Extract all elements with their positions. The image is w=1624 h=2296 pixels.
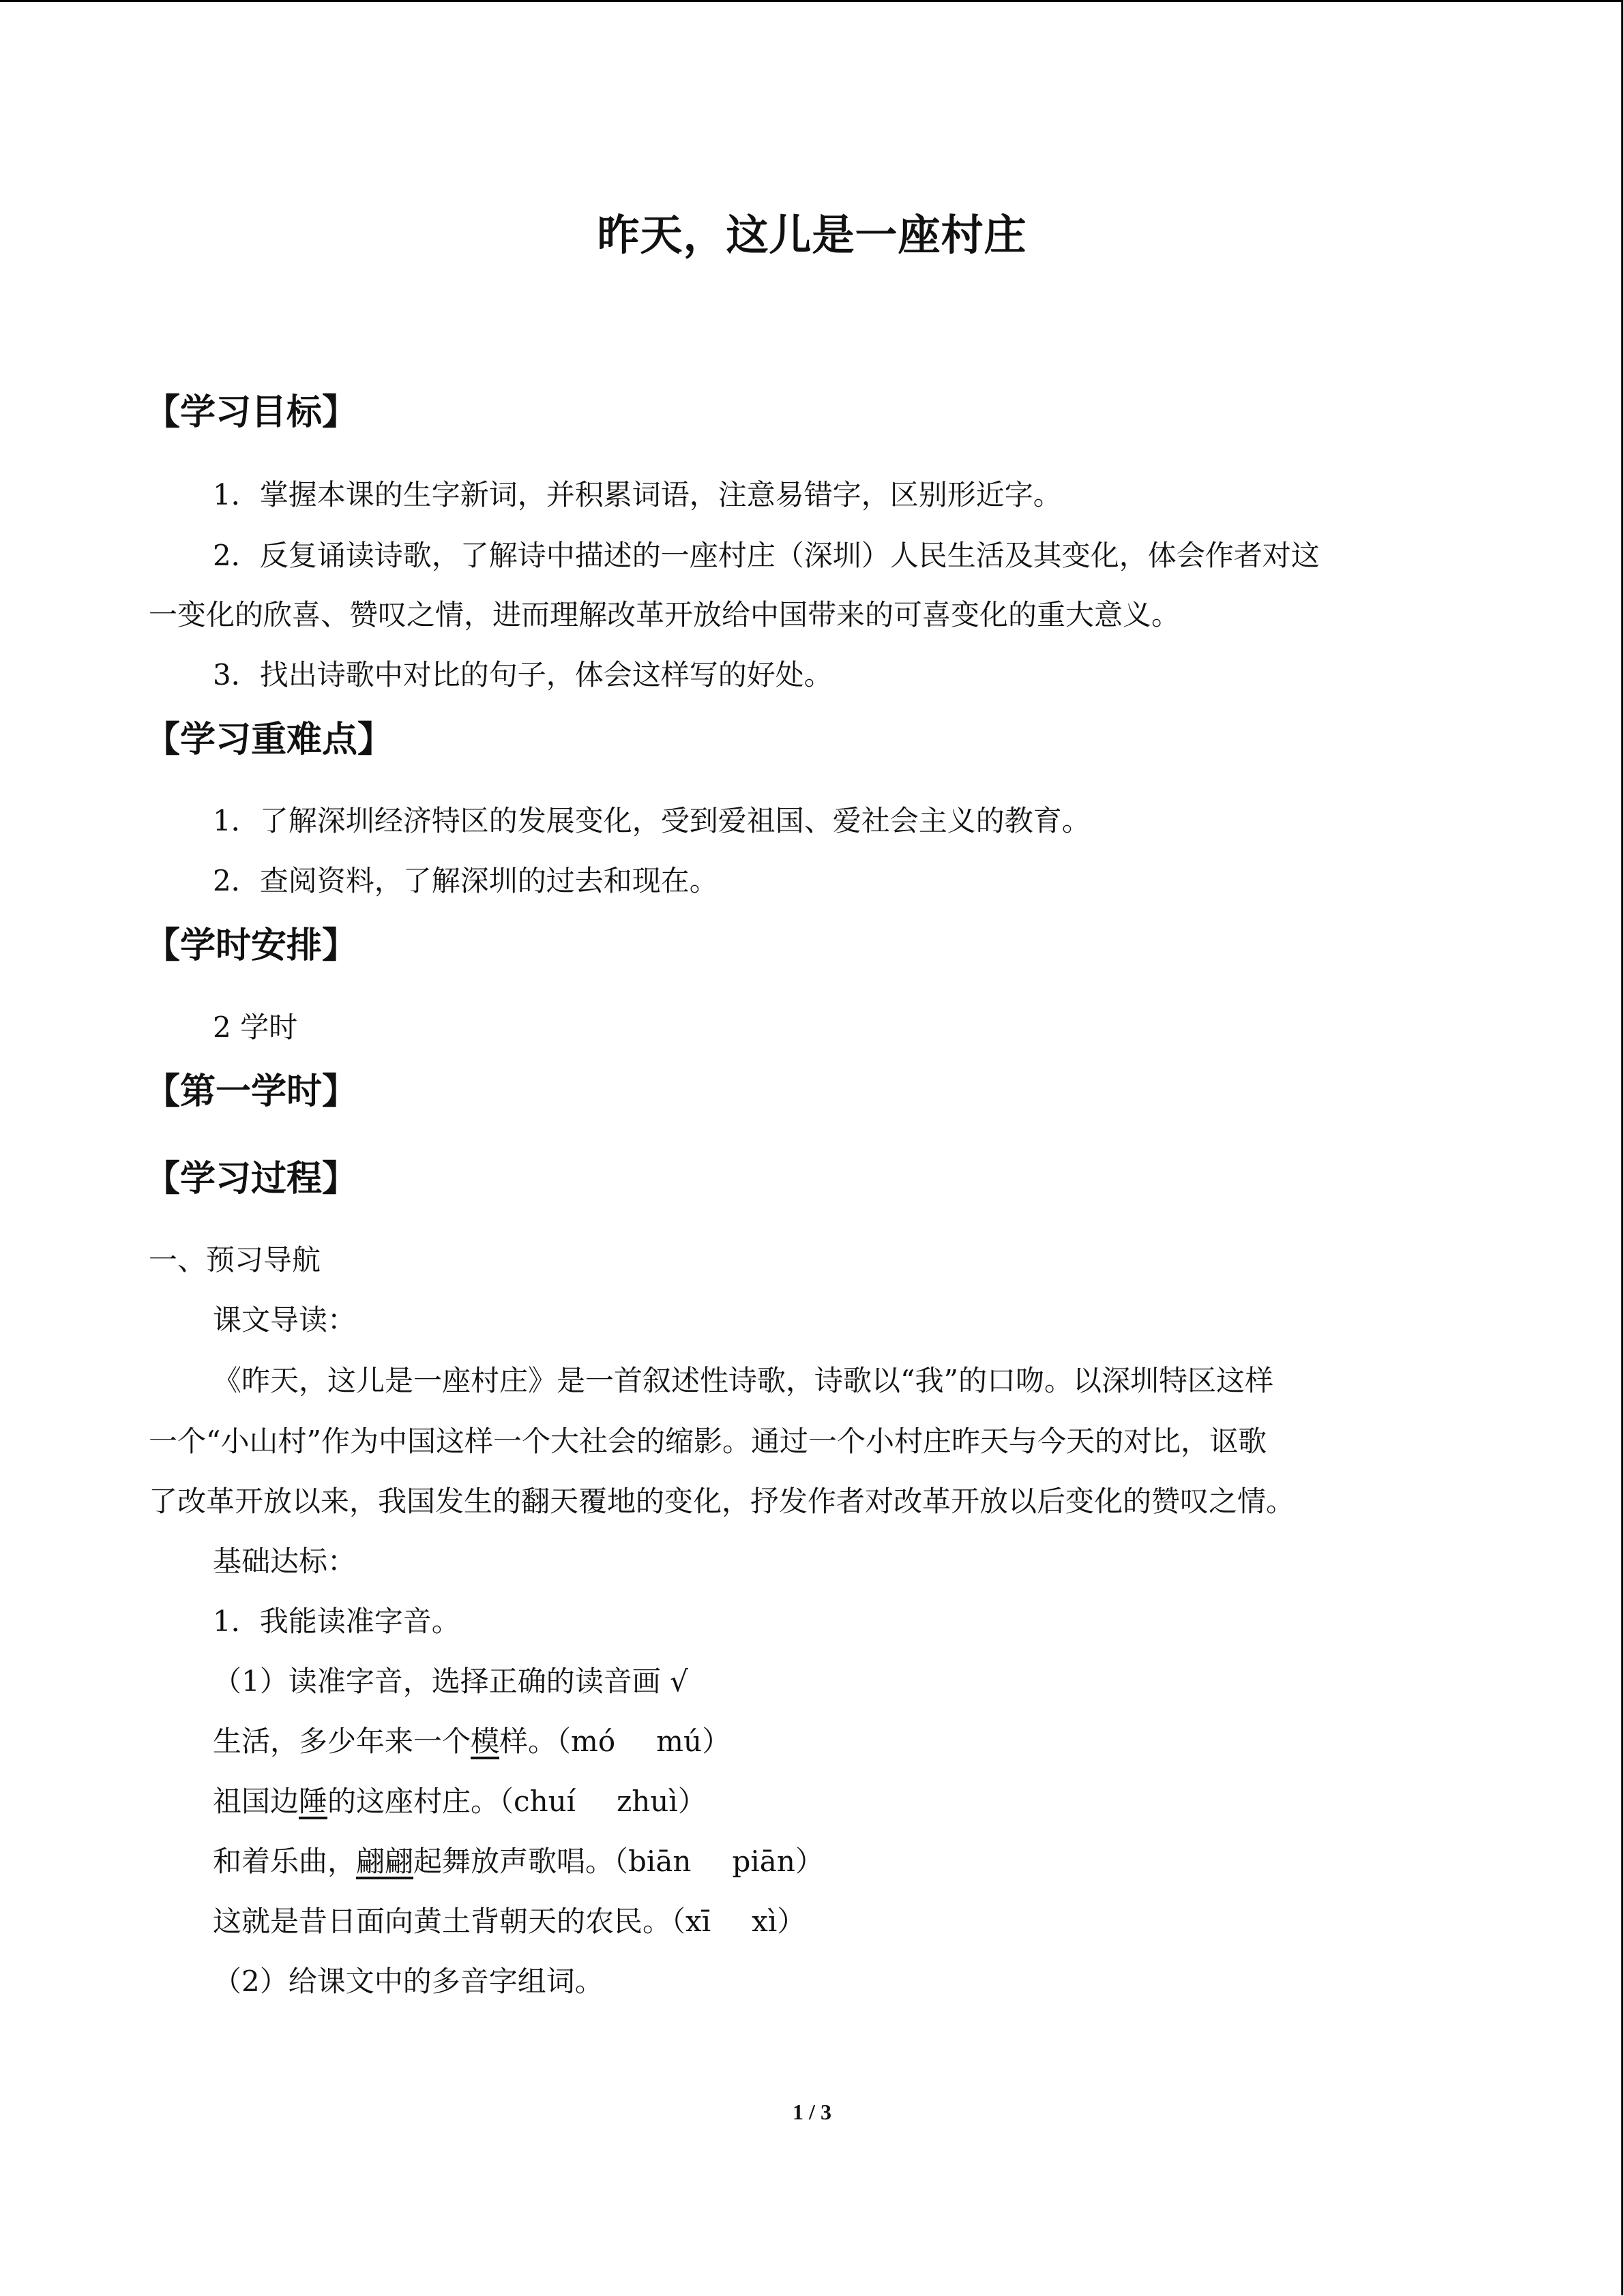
- heading-process: 【学习过程】: [145, 1159, 358, 1199]
- pronunciation-item-2: [213, 1781, 707, 1822]
- pinyin-option: xì: [752, 1905, 778, 1938]
- page-number: 1 / 3: [793, 2100, 831, 2124]
- heading-first-period: 【第一学时】: [145, 1071, 358, 1112]
- keypoint-line-1: 1．了解深圳经济特区的发展变化，受到爱祖国、爱社会主义的教育。: [213, 804, 1091, 837]
- goal-line-3: 3．找出诗歌中对比的句子，体会这样写的好处。: [213, 658, 833, 691]
- pronunciation-item-1: [213, 1721, 730, 1762]
- item-text: 这就是: [213, 1905, 299, 1938]
- pinyin-option: biān: [628, 1845, 692, 1878]
- item-text: 祖国边: [213, 1785, 299, 1818]
- item-text: 起舞放声歌唱。（: [413, 1845, 629, 1878]
- task-one: 1．我能读准字音。: [213, 1605, 460, 1638]
- schedule-text: 2 学时: [213, 1011, 298, 1044]
- pinyin-option: piān: [732, 1845, 795, 1878]
- guide-label: 课文导读：: [213, 1303, 357, 1337]
- target-character: 模: [471, 1725, 500, 1758]
- item-text: 样。（: [499, 1725, 572, 1758]
- keypoint-line-2: 2．查阅资料，了解深圳的过去和现在。: [213, 864, 718, 897]
- item-text: ）: [795, 1845, 824, 1878]
- basic-label: 基础达标：: [213, 1545, 357, 1578]
- guide-text-line-3: 了改革开放以来，我国发生的翻天覆地的变化，抒发作者对改革开放以后变化的赞叹之情。: [149, 1485, 1295, 1518]
- goal-line-1: 1．掌握本课的生字新词，并积累词语，注意易错字，区别形近字。: [213, 478, 1062, 511]
- pronunciation-item-4: [213, 1901, 806, 1942]
- item-text: 生活，多少年来一个: [213, 1725, 471, 1758]
- item-text: ）: [677, 1785, 707, 1818]
- pronunciation-item-3: [213, 1841, 824, 1882]
- heading-keypoints: 【学习重难点】: [145, 719, 394, 760]
- part-one-title: 一、预习导航: [149, 1243, 321, 1277]
- item-text: 的这座村庄。（: [327, 1785, 514, 1818]
- pinyin-option: zhuì: [617, 1785, 678, 1818]
- item-text: ）: [777, 1905, 806, 1938]
- goal-line-2-cont: 一变化的欣喜、赞叹之情，进而理解改革开放给中国带来的可喜变化的重大意义。: [149, 598, 1181, 631]
- pinyin-option: mú: [656, 1725, 703, 1758]
- document-title: 昨天，这儿是一座村庄: [597, 210, 1027, 260]
- heading-schedule: 【学时安排】: [145, 925, 358, 966]
- goal-line-2: 2．反复诵读诗歌，了解诗中描述的一座村庄（深圳）人民生活及其变化，体会作者对这: [213, 539, 1320, 572]
- item-text: 昔日面向黄土背朝天的农民。（: [299, 1905, 686, 1938]
- heading-goals: 【学习目标】: [145, 392, 358, 433]
- guide-text-line-1: 《昨天，这儿是一座村庄》是一首叙述性诗歌，诗歌以“我”的口吻。以深圳特区这样: [213, 1364, 1273, 1397]
- task-one-part-2: （2）给课文中的多音字组词。: [213, 1965, 604, 1998]
- target-character: 翩翩: [356, 1845, 414, 1878]
- pinyin-option: chuí: [514, 1785, 576, 1818]
- target-character: 陲: [299, 1785, 328, 1818]
- item-text: ）: [702, 1725, 731, 1758]
- item-text: 和着乐曲，: [213, 1845, 357, 1878]
- guide-text-line-2: 一个“小山村”作为中国这样一个大社会的缩影。通过一个小村庄昨天与今天的对比，讴歌: [149, 1425, 1267, 1458]
- pinyin-option: xī: [685, 1905, 711, 1938]
- task-one-part-1: （1）读准字音，选择正确的读音画 √: [213, 1665, 688, 1698]
- pinyin-option: mó: [571, 1725, 616, 1758]
